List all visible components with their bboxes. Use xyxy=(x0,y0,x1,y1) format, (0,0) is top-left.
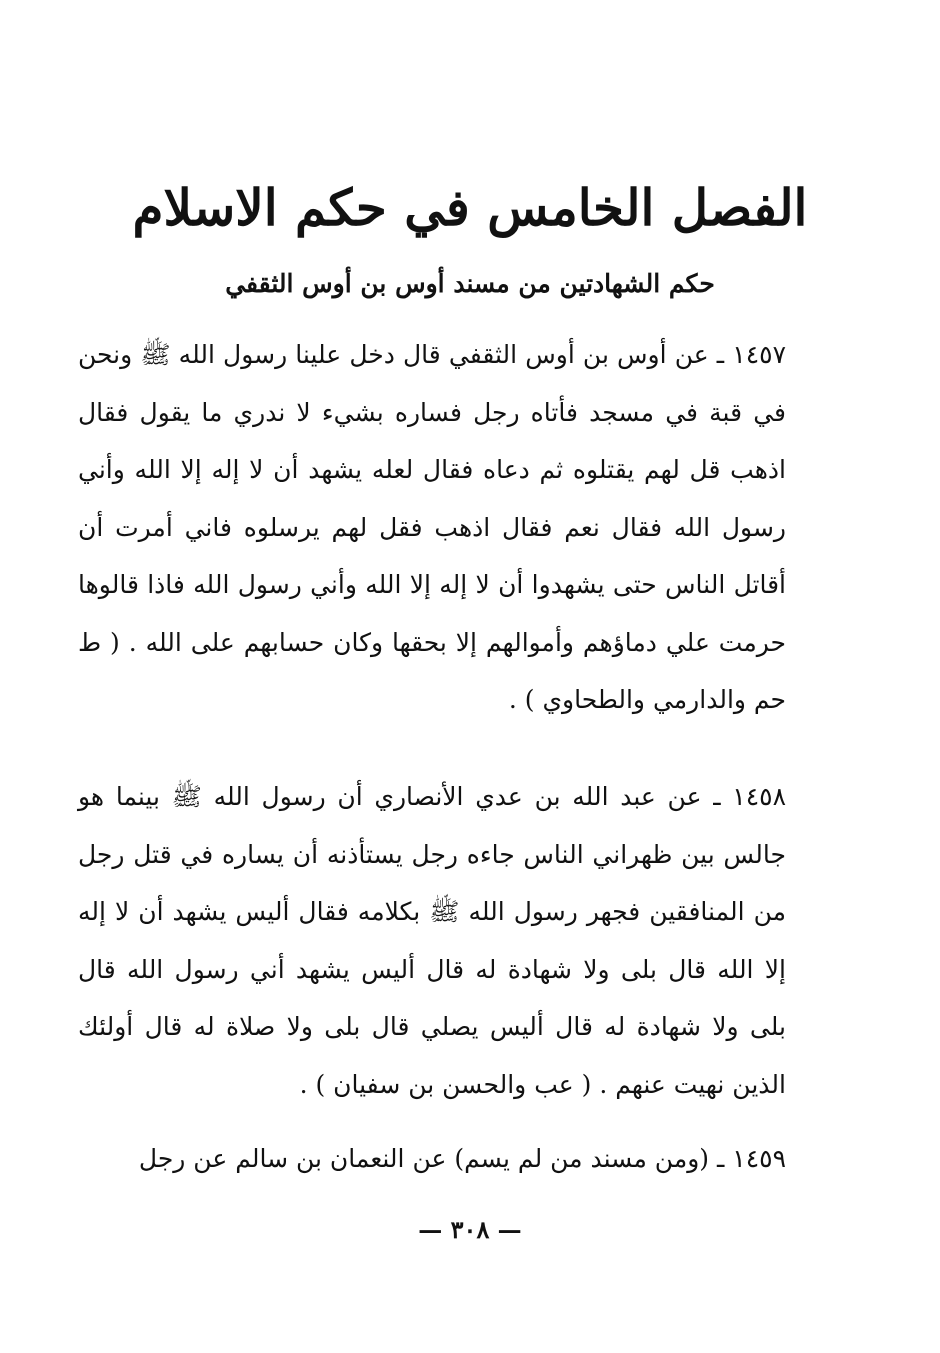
hadith-1459: ١٤٥٩ ـ (ومن مسند من لم يسم) عن النعمان بن سالم عن رجل xyxy=(138,1144,786,1173)
hadith-text: عن أوس بن أوس الثقفي قال دخل علينا رسول الله ﷺ ونحن في قبة في مسجد فأتاه رجل فساره بشيء لا ندري ما يقول فقال اذهب قل لهم يقتلوه ثم دعاه فقال لعله يشهد أن لا إله إلا الله وأني رسول الله فقال نعم فقال اذهب فقل لهم يرسلوه فاني أمرت أن أقاتل الناس حتى يشهدوا أن لا إله إلا الله وأني رسول الله فاذا قالوها حرمت علي دماؤهم وأموالهم إلا بحقها وكان حسابهم على الله . xyxy=(78,340,786,657)
hadith-number: ١٤٥٧ xyxy=(732,340,786,369)
hadith-number: ١٤٥٩ xyxy=(732,1144,786,1173)
hadith-number: ١٤٥٨ xyxy=(732,782,786,811)
section-subtitle: حكم الشهادتين من مسند أوس بن أوس الثقفي xyxy=(225,269,715,298)
hadith-text: عن عبد الله بن عدي الأنصاري أن رسول الله ﷺ بينما هو جالس بين ظهراني الناس جاءه رجل يستأذنه أن يساره في قتل رجل من المنافقين فجهر رسول الله ﷺ بكلامه فقال أليس يشهد أن لا إله إلا الله قال بلى ولا شهادة له قال أليس يشهد أني رسول الله قال بلى ولا شهادة له قال أليس يصلي قال بلى ولا صلاة له قال أولئك الذين نهيت عنهم . xyxy=(78,782,786,1099)
page-number: — ٣٠٨ — xyxy=(418,1215,522,1244)
hadith-citation: ( عب والحسن بن سفيان ) . xyxy=(299,1069,592,1099)
hadith-1458: ١٤٥٨ ـ عن عبد الله بن عدي الأنصاري أن رسول الله ﷺ بينما هو جالس بين ظهراني الناس جاءه رجل يستأذنه أن يساره في قتل رجل من المنافقين فجهر رسول الله ﷺ بكلامه فقال أليس يشهد أن لا إله إلا الله قال بلى ولا شهادة له قال أليس يشهد أني رسول الله قال بلى ولا شهادة له قال أليس يصلي قال بلى ولا صلاة له قال أولئك الذين نهيت عنهم . ( عب والحسن بن سفيان ) . xyxy=(78,782,786,1099)
hadith-citation: ( ط حم والدارمي والطحاوي ) . xyxy=(78,627,786,714)
hadith-text: (ومن مسند من لم يسم) عن النعمان بن سالم عن رجل xyxy=(138,1144,710,1173)
chapter-title: الفصل الخامس في حكم الاسلام xyxy=(132,178,808,237)
hadith-1457: ١٤٥٧ ـ عن أوس بن أوس الثقفي قال دخل علينا رسول الله ﷺ ونحن في قبة في مسجد فأتاه رجل فساره بشيء لا ندري ما يقول فقال اذهب قل لهم يقتلوه ثم دعاه فقال لعله يشهد أن لا إله إلا الله وأني رسول الله فقال نعم فقال اذهب فقل لهم يرسلوه فاني أمرت أن أقاتل الناس حتى يشهدوا أن لا إله إلا الله وأني رسول الله فاذا قالوها حرمت علي دماؤهم وأموالهم إلا بحقها وكان حسابهم على الله . ( ط حم والدارمي والطحاوي ) . xyxy=(78,340,786,714)
